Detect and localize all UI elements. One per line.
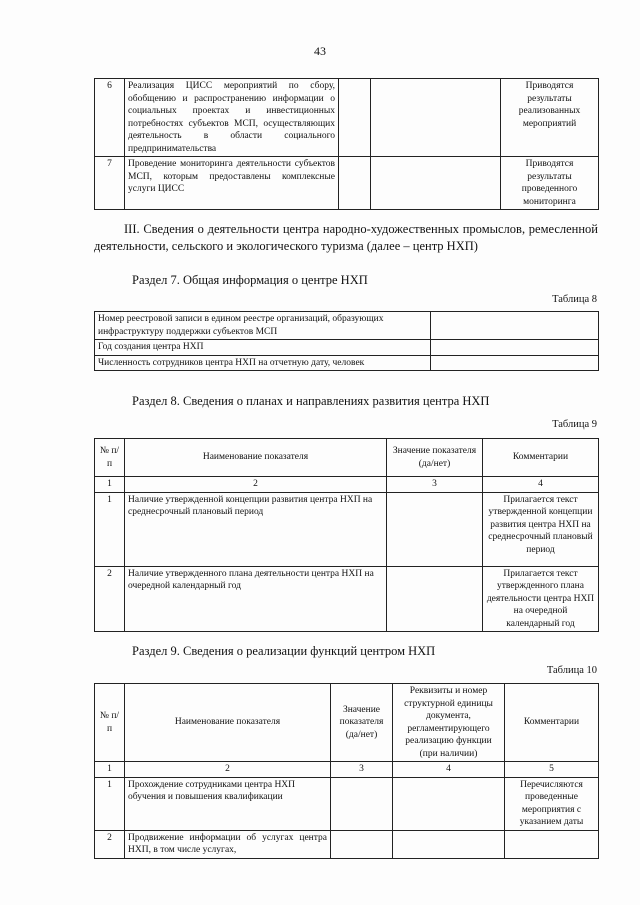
header-cell: Значение показателя (да/нет) bbox=[331, 684, 393, 762]
col-number: 2 bbox=[125, 477, 387, 493]
value-cell bbox=[387, 492, 483, 566]
row-label: Номер реестровой записи в едином реестре организаций, образующих инфраструктуру поддержки субъектов МСП bbox=[95, 312, 431, 340]
table-row bbox=[95, 566, 599, 632]
table-row bbox=[95, 312, 599, 340]
header-cell: Значение показателя (да/нет) bbox=[387, 439, 483, 477]
value-cell bbox=[331, 830, 393, 858]
header-row bbox=[95, 684, 599, 762]
col-number: 4 bbox=[393, 762, 505, 778]
header-row bbox=[95, 439, 599, 477]
extra-cell bbox=[371, 79, 501, 157]
table-row bbox=[95, 79, 599, 157]
value-cell bbox=[387, 566, 483, 632]
indicator-name: Прохождение сотрудниками центра НХП обучения и повышения квалификации bbox=[125, 777, 331, 830]
table-label: Таблица 9 bbox=[552, 419, 597, 430]
column-number-row bbox=[95, 477, 599, 493]
table-8 bbox=[94, 311, 599, 371]
top-table bbox=[94, 78, 599, 210]
header-cell: № п/п bbox=[95, 439, 125, 477]
col-number: 3 bbox=[387, 477, 483, 493]
indicator-name: Наличие утвержденной концепции развития центра НХП на среднесрочный плановый период bbox=[125, 492, 387, 566]
requisites-cell bbox=[393, 830, 505, 858]
row-value bbox=[431, 355, 599, 371]
section8-title: Раздел 8. Сведения о планах и направлениях развития центра НХП bbox=[132, 394, 490, 408]
header-cell: Наименование показателя bbox=[125, 439, 387, 477]
table-10 bbox=[94, 683, 599, 859]
row-label: Численность сотрудников центра НХП на отчетную дату, человек bbox=[95, 355, 431, 371]
section7-title: Раздел 7. Общая информация о центре НХП bbox=[132, 273, 368, 287]
extra-cell bbox=[371, 157, 501, 210]
row-value bbox=[431, 340, 599, 356]
column-number-row bbox=[95, 762, 599, 778]
header-cell: Комментарии bbox=[483, 439, 599, 477]
table-row bbox=[95, 492, 599, 566]
section-title: III. Сведения о деятельности центра народно-художественных промыслов, ремесленной деятельности, сельского и экологического туризма (далее – центр НХП) bbox=[94, 222, 598, 253]
header-cell: Комментарии bbox=[505, 684, 599, 762]
indicator-name: Проведение мониторинга деятельности субъектов МСП, которым предоставлены комплексные услуги ЦИСС bbox=[125, 157, 339, 210]
comment-cell: Приводятся результаты реализованных мероприятий bbox=[501, 79, 599, 157]
comment-cell: Приводятся результаты проведенного мониторинга bbox=[501, 157, 599, 210]
value-cell bbox=[339, 79, 371, 157]
table-row bbox=[95, 777, 599, 830]
comment-cell: Прилагается текст утвержденного плана деятельности центра НХП на очередной календарный год bbox=[483, 566, 599, 632]
row-number: 6 bbox=[95, 79, 125, 157]
indicator-name: Наличие утвержденного плана деятельности центра НХП на очередной календарный год bbox=[125, 566, 387, 632]
col-number: 2 bbox=[125, 762, 331, 778]
page-number: 43 bbox=[314, 44, 326, 58]
comment-cell: Прилагается текст утвержденной концепции развития центра НХП на среднесрочный плановый период bbox=[483, 492, 599, 566]
value-cell bbox=[331, 777, 393, 830]
col-number: 4 bbox=[483, 477, 599, 493]
col-number: 1 bbox=[95, 762, 125, 778]
col-number: 3 bbox=[331, 762, 393, 778]
comment-cell: Перечисляются проведенные мероприятия с указанием даты bbox=[505, 777, 599, 830]
section9-title: Раздел 9. Сведения о реализации функций центром НХП bbox=[132, 644, 436, 658]
indicator-name: Реализация ЦИСС мероприятий по сбору, обобщению и распространению информации о социальных проектах и инвестиционных потребностях субъектов МСП, осуществляющих деятельность в области социального предпринимательства bbox=[125, 79, 339, 157]
row-label: Год создания центра НХП bbox=[95, 340, 431, 356]
row-number: 1 bbox=[95, 777, 125, 830]
col-number: 1 bbox=[95, 477, 125, 493]
row-value bbox=[431, 312, 599, 340]
row-number: 2 bbox=[95, 830, 125, 858]
table-row bbox=[95, 157, 599, 210]
table-label: Таблица 8 bbox=[552, 294, 597, 305]
requisites-cell bbox=[393, 777, 505, 830]
value-cell bbox=[339, 157, 371, 210]
col-number: 5 bbox=[505, 762, 599, 778]
table-9 bbox=[94, 438, 599, 632]
header-cell: Наименование показателя bbox=[125, 684, 331, 762]
table-row bbox=[95, 830, 599, 858]
header-cell: № п/п bbox=[95, 684, 125, 762]
table-label: Таблица 10 bbox=[546, 665, 597, 676]
table-row bbox=[95, 355, 599, 371]
indicator-name: Продвижение информации об услугах центра НХП, в том числе услугах, bbox=[125, 830, 331, 858]
row-number: 7 bbox=[95, 157, 125, 210]
row-number: 2 bbox=[95, 566, 125, 632]
header-cell: Реквизиты и номер структурной единицы документа, регламентирующего реализацию функции (при наличии) bbox=[393, 684, 505, 762]
row-number: 1 bbox=[95, 492, 125, 566]
comment-cell bbox=[505, 830, 599, 858]
table-row bbox=[95, 340, 599, 356]
